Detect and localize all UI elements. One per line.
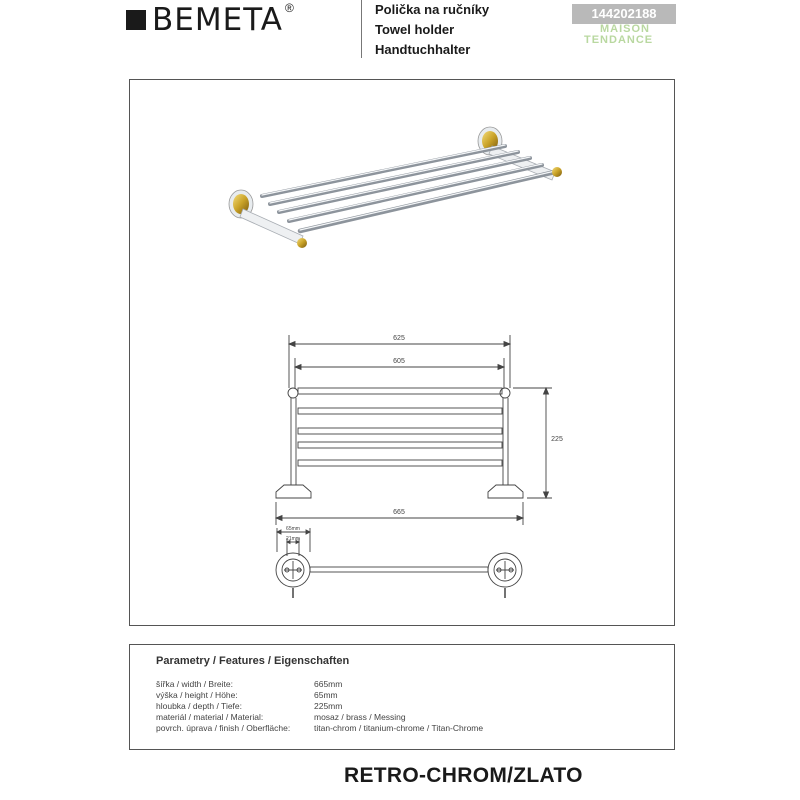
product-code: 144202188 — [572, 4, 676, 24]
param-label-height: výška / height / Höhe: — [156, 690, 238, 700]
param-value-height: 65mm — [314, 690, 338, 700]
end-cap-right — [552, 167, 562, 177]
watermark-line2: TENDANCE — [584, 34, 654, 46]
param-value-depth: 225mm — [314, 701, 343, 711]
param-label-material: materiál / material / Material: — [156, 712, 264, 722]
dim-base-inner: 21mm — [286, 536, 300, 542]
title-czech: Polička na ručníky — [375, 2, 490, 17]
param-value-material: mosaz / brass / Messing — [314, 712, 406, 722]
title-german: Handtuchhalter — [375, 42, 471, 57]
watermark-line1: MAISON — [600, 23, 650, 35]
parameters-title: Parametry / Features / Eigenschaften — [156, 655, 350, 667]
param-value-width: 665mm — [314, 679, 343, 689]
param-label-finish: povrch. úprava / finish / Oberfläche: — [156, 723, 291, 733]
param-label-depth: hloubka / depth / Tiefe: — [156, 701, 243, 711]
registered-mark: ® — [284, 1, 294, 15]
finish-title: RETRO-CHROM/ZLATO — [344, 764, 583, 787]
brand-name: BEMETA — [152, 2, 283, 38]
arm-left — [240, 209, 303, 244]
dim-625: 625 — [393, 335, 405, 342]
param-value-finish: titan-chrom / titanium-chrome / Titan-Chrome — [314, 723, 484, 733]
product-photo — [229, 127, 562, 248]
param-label-width: šířka / width / Breite: — [156, 679, 233, 689]
title-english: Towel holder — [375, 22, 455, 37]
parameters-panel — [129, 644, 675, 750]
end-cap-left — [297, 238, 307, 248]
front-view-drawing — [276, 335, 552, 525]
top-view-drawing — [276, 528, 522, 598]
dim-605: 605 — [393, 358, 405, 365]
dim-225: 225 — [551, 436, 563, 443]
dim-base-outer: 65mm — [286, 526, 300, 532]
dim-665: 665 — [393, 509, 405, 516]
